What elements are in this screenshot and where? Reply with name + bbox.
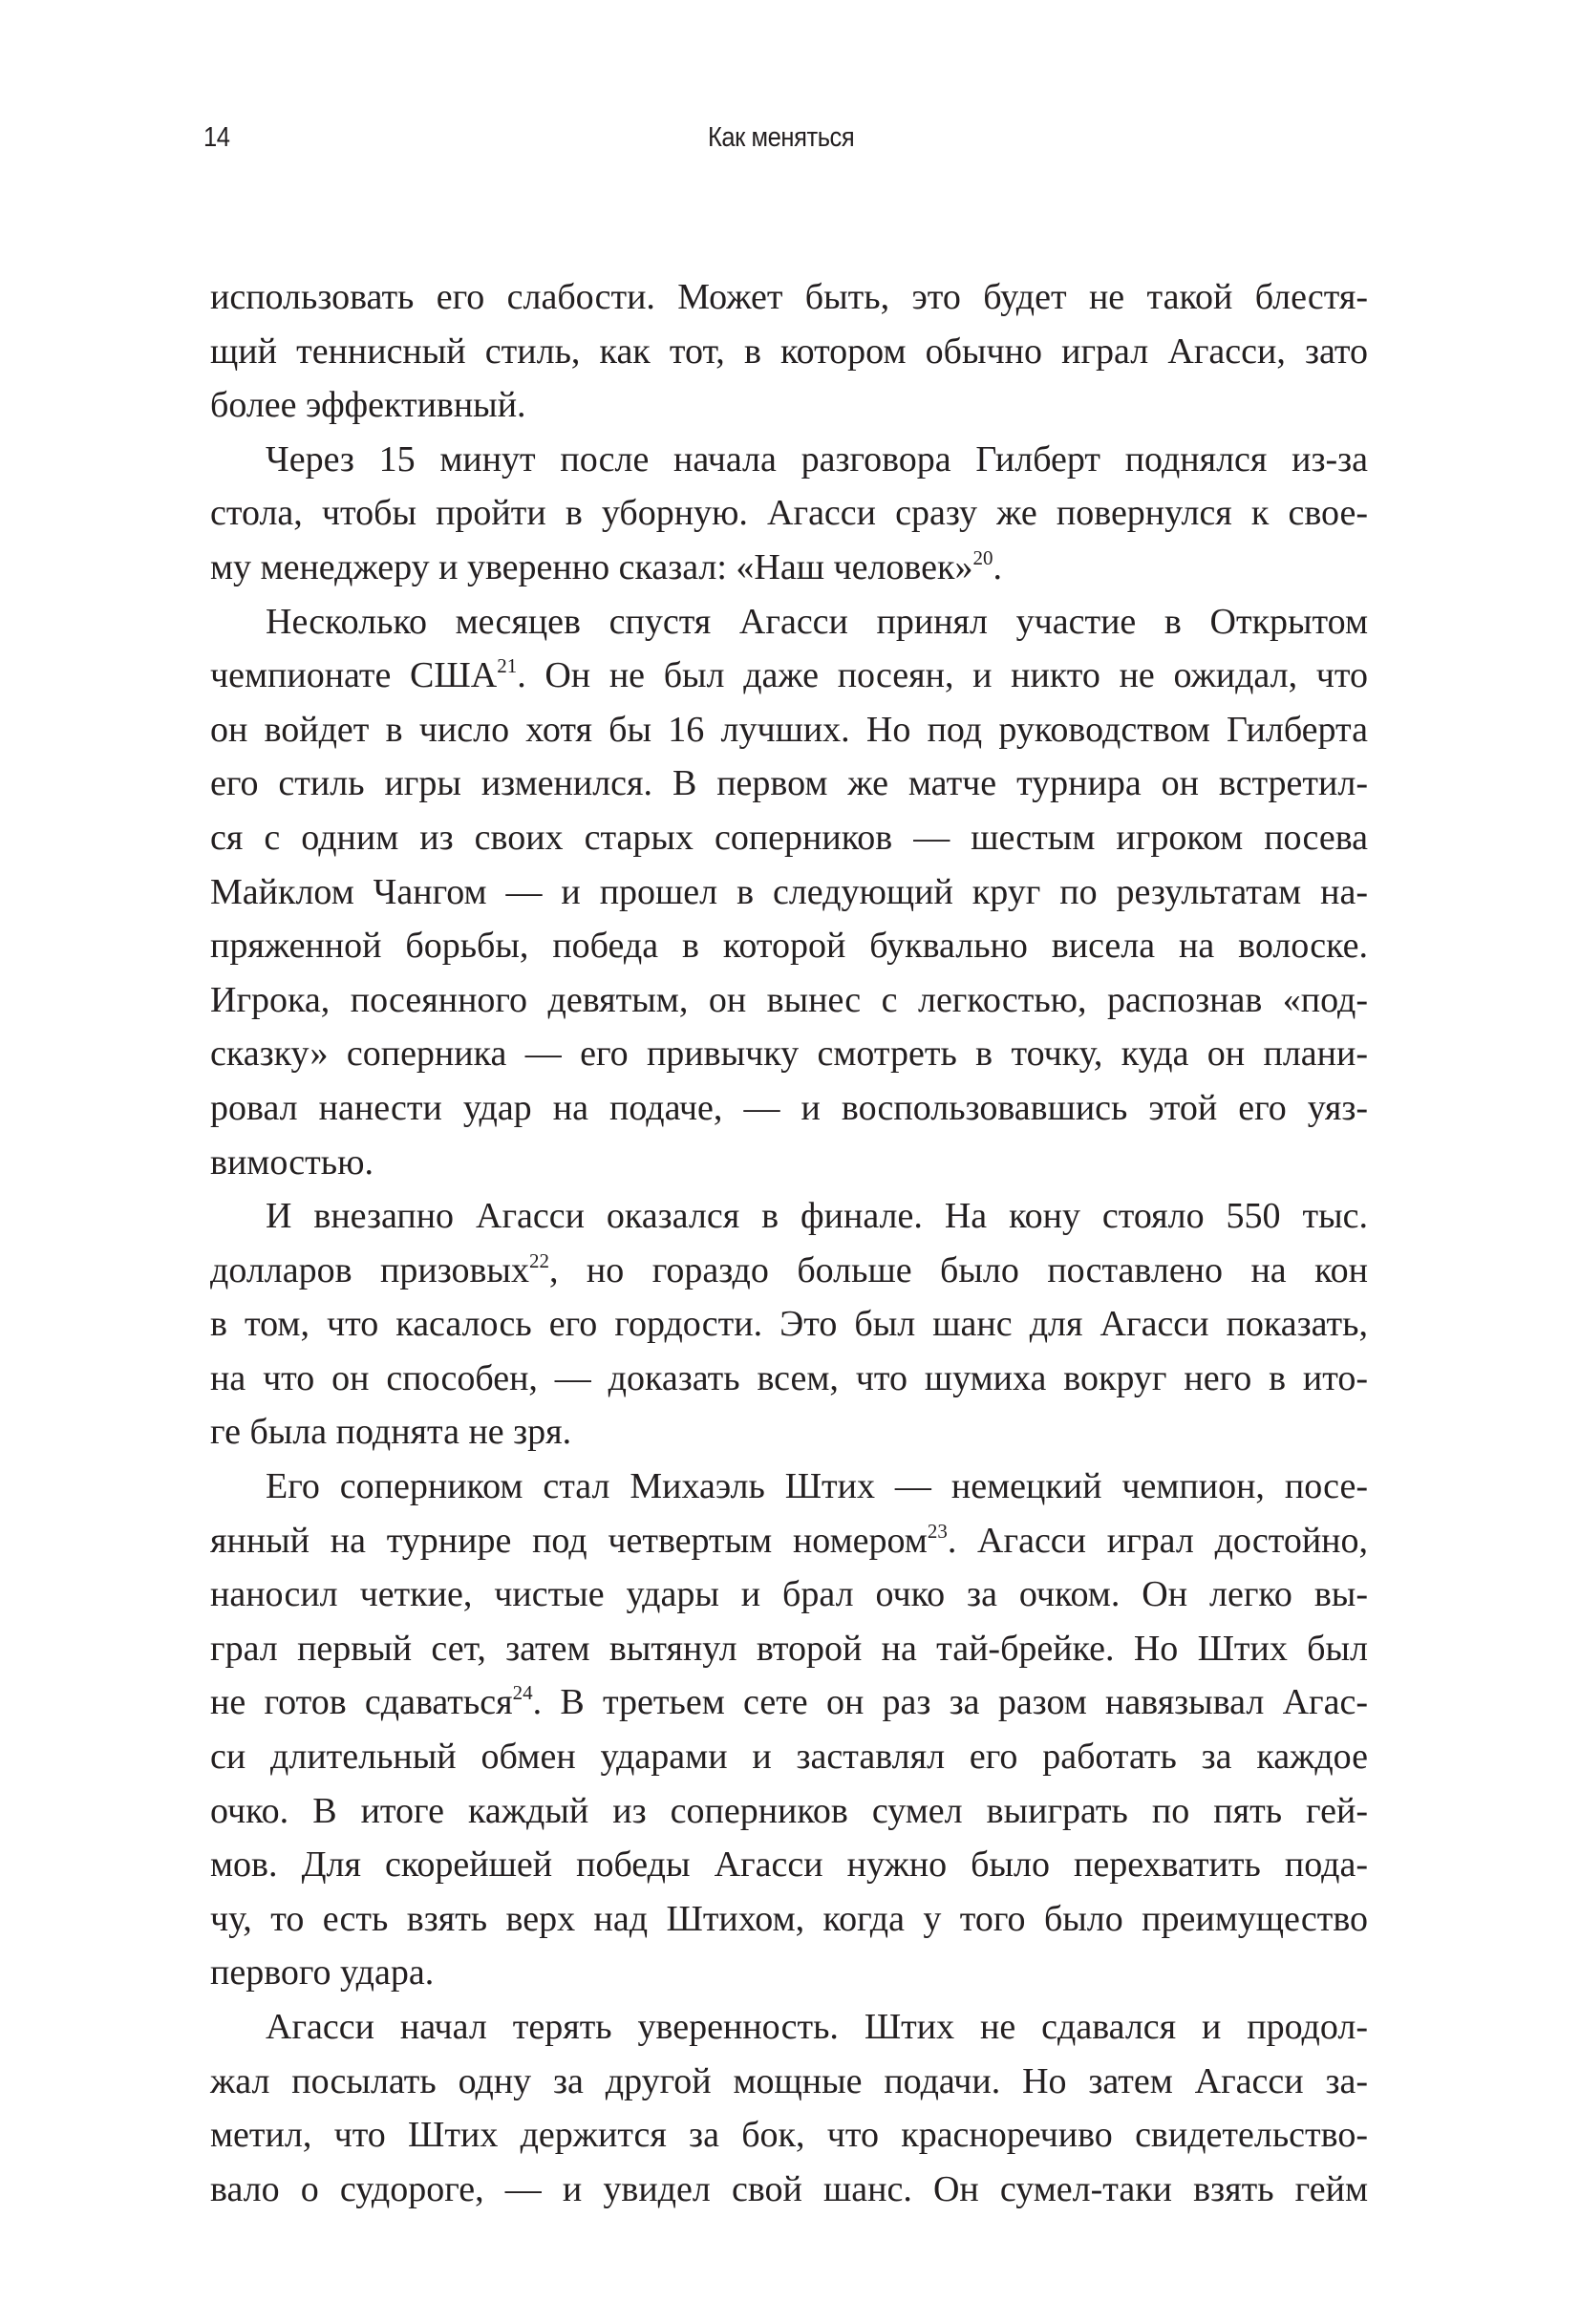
text-line: метил, что Штих держится за бок, что красноречиво свидетельство-: [210, 2115, 1368, 2156]
text-line: Несколько месяцев спустя Агасси принял участие в Открытом: [266, 601, 1368, 642]
text-line: очко. В итоге каждый из соперников сумел выиграть по пять гей-: [210, 1790, 1368, 1831]
text-line: вало о судороге, — и увидел свой шанс. Он сумел-таки взять гейм: [210, 2168, 1368, 2209]
text-line: в том, что касалось его гордости. Это был шанс для Агасси показать,: [210, 1304, 1368, 1345]
footnote-reference[interactable]: 20: [972, 545, 993, 569]
text-line: использовать его слабости. Может быть, это будет не такой блестя-: [210, 277, 1368, 317]
text-line: вимостью.: [210, 1141, 374, 1183]
text-line: Майклом Чангом — и прошел в следующий круг по результатам на-: [210, 871, 1368, 912]
paragraph: [210, 270, 1368, 433]
footnote-reference[interactable]: 21: [497, 654, 518, 678]
text-line: он войдет в число хотя бы 16 лучших. Но под руководством Гилберта: [210, 709, 1368, 750]
text-line: Через 15 минут после начала разговора Гилберт поднялся из-за: [266, 438, 1368, 480]
text-line: более эффективный.: [210, 385, 526, 426]
text-line: му менеджеру и уверенно сказал: «Наш человек»$^{20}$.: [210, 545, 1002, 587]
text-line: ся с одним из своих старых соперников — шестым игроком посева: [210, 817, 1368, 858]
paragraph: [210, 1189, 1368, 1460]
text-line: си длительный обмен ударами и заставлял его работать за каждое: [210, 1737, 1368, 1778]
paragraph: [210, 433, 1368, 595]
chapter-title: Как меняться: [708, 122, 855, 153]
text-line: сказку» соперника — его привычку смотреть в точку, куда он плани-: [210, 1034, 1368, 1075]
text-line: И внезапно Агасси оказался в финале. На кону стояло 550 тыс.: [266, 1196, 1368, 1237]
text-line: Агасси начал терять уверенность. Штих не сдавался и продол-: [266, 2007, 1368, 2047]
text-line: жал посылать одну за другой мощные подачи. Но затем Агасси за-: [210, 2060, 1368, 2101]
running-head: [203, 122, 1230, 160]
text-line: мов. Для скорейшей победы Агасси нужно было перехватить пода-: [210, 1844, 1368, 1886]
text-line: наносил четкие, чистые удары и брал очко за очком. Он легко вы-: [210, 1574, 1368, 1615]
text-line: ге была поднята не зря.: [210, 1412, 572, 1453]
body-text: [210, 270, 1368, 2216]
text-line: янный на турнире под четвертым номером$^{23}$. Агасси играл достойно,: [210, 1519, 1368, 1561]
text-line: Игрока, посеянного девятым, он вынес с легкостью, распознав «под-: [210, 979, 1368, 1020]
text-line: стола, чтобы пройти в уборную. Агасси сразу же повернулся к свое-: [210, 493, 1368, 534]
text-line: щий теннисный стиль, как тот, в котором обычно играл Агасси, зато: [210, 330, 1368, 372]
page-number: 14: [203, 122, 230, 153]
paragraph: [210, 595, 1368, 1190]
paragraph: [210, 2000, 1368, 2216]
paragraph: [210, 1460, 1368, 2000]
text-line: чу, то есть взять верх над Штихом, когда у того было преимущество: [210, 1898, 1368, 1939]
text-line: долларов призовых$^{22}$, но гораздо больше было поставлено на кон: [210, 1248, 1368, 1290]
footnote-reference[interactable]: 23: [927, 1519, 948, 1543]
footnote-reference[interactable]: 24: [512, 1681, 533, 1705]
text-line: ровал нанести удар на подаче, — и воспользовавшись этой его уяз-: [210, 1087, 1368, 1128]
text-line: Его соперником стал Михаэль Штих — немецкий чемпион, посе-: [266, 1466, 1368, 1507]
text-line: грал первый сет, затем вытянул второй на тай-брейке. Но Штих был: [210, 1628, 1368, 1669]
text-line: его стиль игры изменился. В первом же матче турнира он встретил-: [210, 763, 1368, 804]
text-line: пряженной борьбы, победа в которой буквально висела на волоске.: [210, 926, 1368, 967]
text-line: чемпионате США$^{21}$. Он не был даже посеян, и никто не ожидал, что: [210, 654, 1368, 696]
text-line: на что он способен, — доказать всем, что шумиха вокруг него в ито-: [210, 1357, 1368, 1398]
text-line: не готов сдаваться$^{24}$. В третьем сете он раз за разом навязывал Агас-: [210, 1681, 1368, 1723]
footnote-reference[interactable]: 22: [528, 1248, 549, 1272]
text-line: первого удара.: [210, 1952, 435, 1994]
